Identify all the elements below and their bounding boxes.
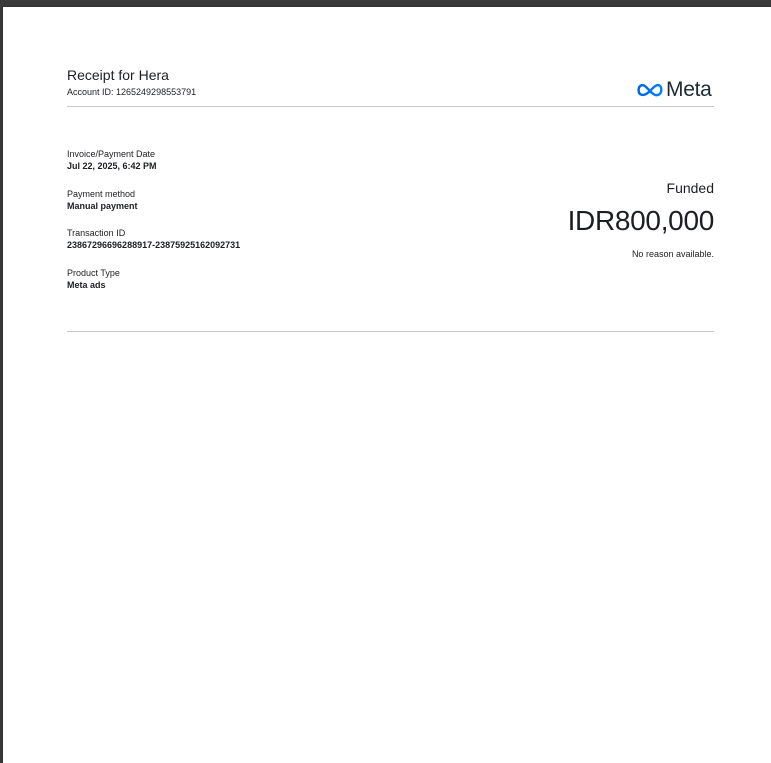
- header-divider: [67, 106, 714, 107]
- account-id: Account ID: 1265249298553791: [67, 87, 197, 97]
- meta-logo: [637, 78, 712, 102]
- transaction-id-value: 23867296696288917-23875925162092731: [67, 240, 241, 250]
- receipt-title: Receipt for Hera: [67, 67, 169, 83]
- footer-divider: [67, 331, 714, 332]
- receipt-page: [3, 7, 771, 763]
- payment-method-label: Payment method: [67, 189, 136, 199]
- payment-method-field: [67, 188, 138, 212]
- transaction-id-field: [67, 227, 240, 251]
- meta-logo-text: Meta: [666, 78, 712, 101]
- payment-status: Funded: [666, 180, 714, 196]
- meta-infinity-icon: [637, 83, 663, 97]
- transaction-id-label: Transaction ID: [67, 228, 126, 238]
- payment-amount: IDR800,000: [567, 205, 714, 236]
- invoice-date-value: Jul 22, 2025, 6:42 PM: [67, 161, 157, 171]
- status-reason: No reason available.: [631, 249, 714, 259]
- payment-method-value: Manual payment: [67, 201, 138, 211]
- invoice-date-field: [67, 148, 157, 172]
- invoice-date-label: Invoice/Payment Date: [67, 149, 156, 159]
- product-type-field: [67, 267, 120, 291]
- product-type-label: Product Type: [67, 268, 120, 278]
- product-type-value: Meta ads: [67, 280, 106, 290]
